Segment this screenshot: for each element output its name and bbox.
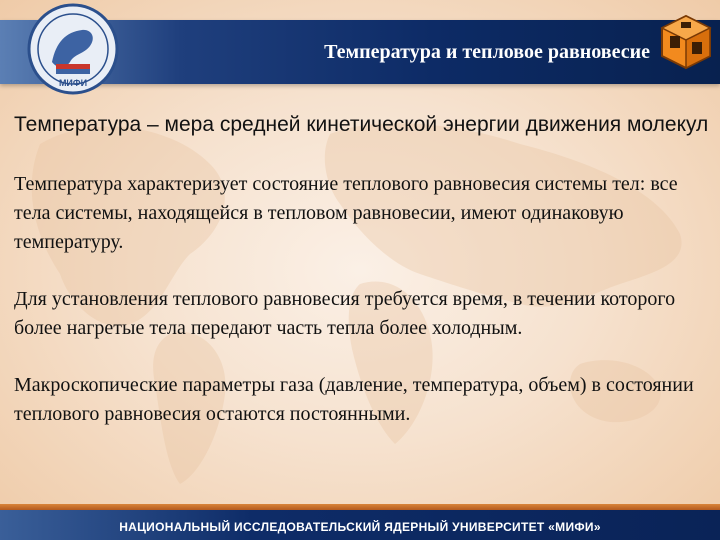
paragraph-parameters: Макроскопические параметры газа (давление, температура, объем) в состоянии теплового равновесия остаются постоянными. — [14, 374, 694, 425]
paragraph-equilibrium: Температура характеризует состояние теплового равновесия системы тел: все тела системы, находящейся в тепловом равновесии, имеют одинаковую температуру. — [14, 173, 678, 253]
paragraph-time: Для установления теплового равновесия требуется время, в течении которого более нагретые тела передают часть тепла более холодным. — [14, 288, 676, 339]
cube-logo-icon — [656, 12, 716, 72]
footer-university-name: НАЦИОНАЛЬНЫЙ ИССЛЕДОВАТЕЛЬСКИЙ ЯДЕРНЫЙ УНИВЕРСИТЕТ «МИФИ» — [119, 520, 601, 534]
slide-heading: Температура – мера средней кинетической энергии движения молекул — [14, 113, 709, 136]
svg-text:МИФИ: МИФИ — [58, 78, 88, 88]
slide-content — [14, 110, 714, 457]
slide-title: Температура и тепловое равновесие — [324, 41, 650, 63]
mephi-emblem-icon — [26, 2, 120, 96]
